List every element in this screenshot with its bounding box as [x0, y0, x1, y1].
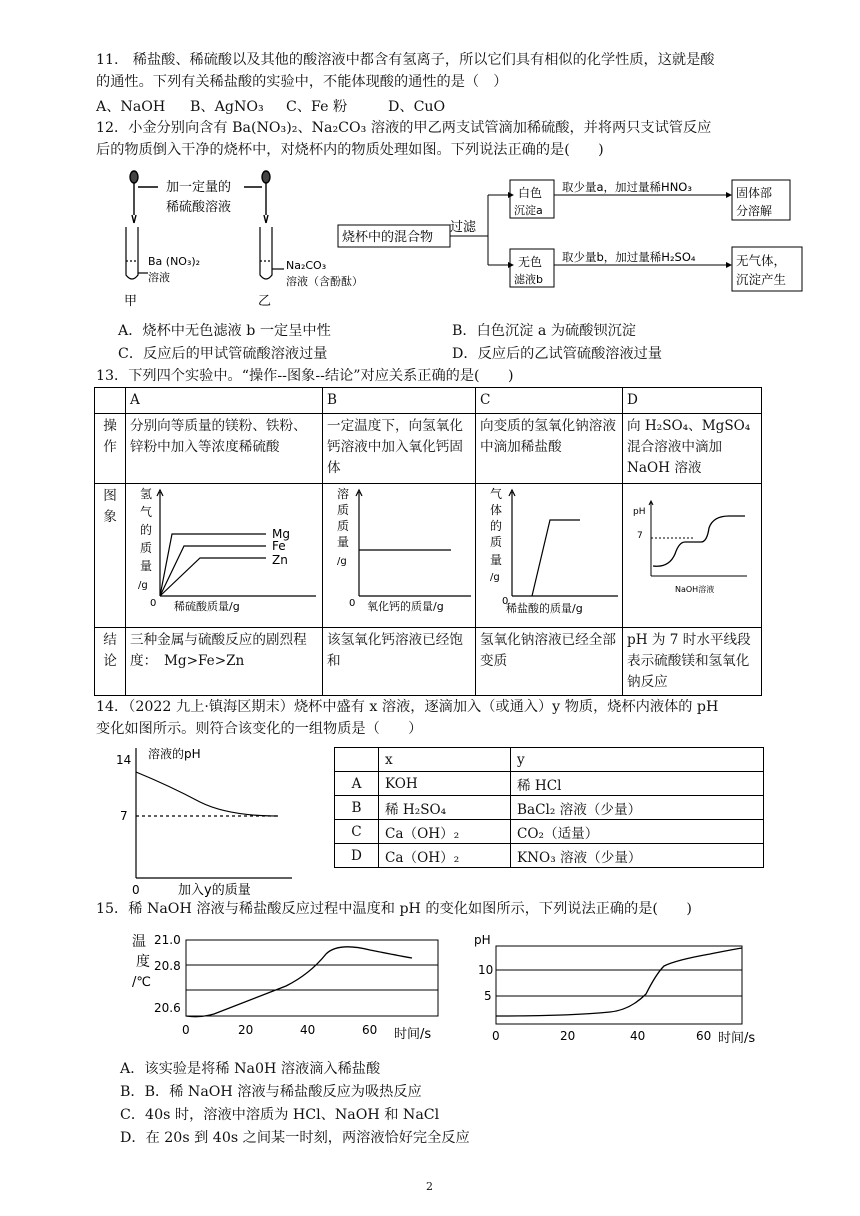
svg-text:0: 0 — [502, 596, 509, 607]
svg-text:pH: pH — [633, 507, 646, 517]
svg-text:气: 气 — [490, 487, 503, 501]
svg-text:加入y的质量: 加入y的质量 — [178, 883, 251, 897]
svg-text:量: 量 — [337, 535, 350, 549]
q13-col-d: D — [623, 388, 762, 414]
svg-text:10: 10 — [478, 963, 494, 977]
table-row: B 稀 H₂SO₄ BaCl₂ 溶液（少量） — [335, 796, 764, 820]
svg-text:稀硫酸质量/g: 稀硫酸质量/g — [174, 600, 240, 613]
q15-option-b: B．B．稀 NaOH 溶液与稀盐酸反应为吸热反应 — [120, 1084, 422, 1100]
svg-text:40: 40 — [630, 1029, 646, 1043]
q11-option-a: A、NaOH — [96, 99, 166, 115]
q13-op-d: 向 H₂SO₄、MgSO₄ 混合溶液中滴加 NaOH 溶液 — [623, 414, 762, 484]
q15-option-c: C．40s 时，溶液中溶质为 HCl、NaOH 和 NaCl — [120, 1107, 440, 1123]
q14-graph-title: 溶液的pH — [148, 747, 201, 761]
svg-text:5: 5 — [484, 989, 492, 1003]
q13-graph-b — [323, 484, 475, 620]
svg-text:/g: /g — [490, 572, 500, 583]
svg-text:Zn: Zn — [272, 553, 288, 567]
svg-text:60: 60 — [696, 1029, 712, 1043]
q15-stem: 15．稀 NaOH 溶液与稀盐酸反应过程中温度和 pH 的变化如图所示，下列说法正确的是( ) — [96, 901, 692, 917]
tube-b-label-2: 溶液（含酚酞） — [286, 275, 363, 288]
tube-b-name: 乙 — [258, 294, 272, 309]
svg-text:的: 的 — [140, 523, 153, 537]
svg-text:的: 的 — [490, 519, 503, 533]
svg-text:/g: /g — [138, 580, 148, 591]
svg-text:Mg: Mg — [272, 527, 290, 541]
svg-text:稀盐酸的质量/g: 稀盐酸的质量/g — [506, 602, 583, 615]
q13-col-b: B — [323, 388, 476, 414]
add-label-1: 加一定量的 — [166, 180, 232, 195]
svg-text:0: 0 — [349, 598, 356, 609]
q13-op-a: 分别向等质量的镁粉、铁粉、锌粉中加入等浓度稀硫酸 — [126, 414, 323, 484]
svg-text:20: 20 — [560, 1029, 576, 1043]
svg-text:/℃: /℃ — [132, 975, 151, 990]
q13-col-c: C — [476, 388, 623, 414]
q13-concl-c: 氢氧化钠溶液已经全部变质 — [476, 628, 623, 696]
q13-op-b: 一定温度下，向氢氧化钙溶液中加入氧化钙固体 — [323, 414, 476, 484]
svg-text:7: 7 — [637, 531, 643, 541]
svg-text:Fe: Fe — [272, 539, 286, 553]
filt-label-1: 无色 — [518, 255, 543, 269]
q12-stem-line2: 后的物质倒入干净的烧杯中，对烧杯内的物质处理如图。下列说法正确的是( ) — [96, 142, 604, 158]
svg-text:pH: pH — [474, 933, 491, 947]
svg-text:温: 温 — [132, 934, 146, 950]
q15-ph-chart — [470, 930, 770, 1044]
q13-graph-c — [476, 484, 622, 620]
q13-row-label-graph: 图象 — [95, 484, 126, 628]
q13-stem: 13．下列四个实验中。“操作--图象--结论”对应关系正确的是( ) — [96, 368, 514, 384]
q13-table — [94, 387, 762, 696]
svg-text:0: 0 — [492, 1029, 500, 1043]
q14-ph-graph — [110, 742, 300, 897]
svg-text:质: 质 — [337, 519, 350, 533]
svg-text:度: 度 — [136, 954, 150, 970]
table-row: C Ca（OH）₂ CO₂（适量） — [335, 820, 764, 844]
q13-row-label-concl: 结论 — [95, 628, 126, 696]
q12-option-c: C．反应后的甲试管硫酸溶液过量 — [118, 346, 328, 362]
q15-option-d: D．在 20s 到 40s 之间某一时刻，两溶液恰好完全反应 — [120, 1130, 470, 1146]
step-b-label: 取少量b，加过量稀H₂SO₄ — [562, 250, 696, 264]
svg-text:体: 体 — [490, 503, 503, 517]
svg-text:气: 气 — [140, 505, 153, 519]
svg-text:14: 14 — [116, 753, 132, 767]
q13-concl-a: 三种金属与硫酸反应的剧烈程度： Mg>Fe>Zn — [126, 628, 323, 696]
svg-text:氢: 氢 — [140, 487, 153, 501]
tube-a-name: 甲 — [124, 294, 138, 309]
q14-stem-line1: 14．（2022 九上·镇海区期末）烧杯中盛有 x 溶液，逐滴加入（或通入）y 物质，烧杯内液体的 pH — [96, 699, 719, 715]
q14-table: x y A KOH 稀 HCl B 稀 H₂SO₄ BaCl₂ 溶液（少量） C Ca（OH）₂ CO₂（适量） D Ca（OH）₂ KNO₃ 溶液（少量） — [334, 747, 764, 868]
svg-text:/g: /g — [337, 556, 347, 567]
q12-stem-line1: 12．小金分别向含有 Ba(NO₃)₂、Na₂CO₃ 溶液的甲乙两支试管滴加稀硫酸，并将两只支试管反应 — [96, 120, 712, 136]
q13-graph-d — [623, 484, 761, 620]
svg-text:质: 质 — [337, 503, 350, 517]
ppt-label-1: 白色 — [518, 186, 543, 200]
q11-option-d: D、CuO — [388, 99, 446, 115]
table-row: A KOH 稀 HCl — [335, 772, 764, 796]
q13-op-c: 向变质的氢氧化钠溶液中滴加稀盐酸 — [476, 414, 623, 484]
q13-row-label-op: 操作 — [95, 414, 126, 484]
q11-stem-line1: 11. 稀盐酸、稀硫酸以及其他的酸溶液中都含有氢离子，所以它们具有相似的化学性质，这就是酸 — [96, 52, 715, 68]
q14-stem-line2: 变化如图所示。则符合该变化的一组物质是（ ） — [96, 721, 423, 737]
q13-graph-a — [126, 484, 322, 620]
svg-text:21.0: 21.0 — [154, 933, 181, 947]
q12-option-a: A．烧杯中无色滤液 b 一定呈中性 — [118, 323, 331, 339]
ppt-label-2: 沉淀a — [514, 204, 543, 217]
tube-a-label-1: Ba (NO₃)₂ — [148, 255, 201, 268]
step-a-label: 取少量a，加过量稀HNO₃ — [562, 180, 692, 194]
q13-col-a: A — [126, 388, 323, 414]
tube-b-label-1: Na₂CO₃ — [286, 259, 327, 272]
svg-text:质: 质 — [490, 535, 503, 549]
svg-text:20.8: 20.8 — [154, 959, 181, 973]
svg-text:NaOH溶液: NaOH溶液 — [675, 585, 715, 594]
dropper-icon — [130, 171, 270, 223]
svg-text:溶: 溶 — [337, 487, 350, 501]
tube-a-label-2: 溶液 — [148, 271, 170, 284]
svg-text:时间/s: 时间/s — [718, 1031, 756, 1044]
filter-label: 过滤 — [450, 220, 477, 235]
table-row: D Ca（OH）₂ KNO₃ 溶液（少量） — [335, 844, 764, 868]
q12-diagram — [96, 165, 816, 315]
beaker-label: 烧杯中的混合物 — [342, 230, 434, 245]
result-a-1: 固体部 — [736, 186, 773, 200]
q15-temp-chart — [130, 930, 460, 1044]
svg-text:0: 0 — [132, 883, 140, 897]
svg-text:20: 20 — [238, 1023, 254, 1037]
q12-option-b: B．白色沉淀 a 为硫酸钡沉淀 — [452, 323, 636, 339]
q11-option-c: C、Fe 粉 — [286, 99, 348, 115]
add-label-2: 稀硫酸溶液 — [166, 200, 232, 215]
svg-text:20.6: 20.6 — [154, 1001, 181, 1015]
svg-text:40: 40 — [300, 1023, 316, 1037]
q15-option-a: A．该实验是将稀 Na0H 溶液滴入稀盐酸 — [120, 1061, 381, 1077]
svg-text:氧化钙的质量/g: 氧化钙的质量/g — [367, 600, 444, 613]
svg-text:60: 60 — [362, 1023, 378, 1037]
q13-concl-b: 该氢氧化钙溶液已经饱和 — [323, 628, 476, 696]
svg-text:时间/s: 时间/s — [394, 1027, 432, 1042]
svg-text:0: 0 — [182, 1023, 190, 1037]
svg-text:量: 量 — [490, 553, 503, 567]
svg-text:0: 0 — [150, 598, 157, 609]
q12-option-d: D．反应后的乙试管硫酸溶液过量 — [452, 346, 663, 362]
q11-stem-line2: 的通性。下列有关稀盐酸的实验中，不能体现酸的通性的是（ ） — [96, 74, 508, 90]
page-number: 2 — [426, 1180, 433, 1193]
q13-concl-d: pH 为 7 时水平线段表示硫酸镁和氢氧化钠反应 — [623, 628, 762, 696]
svg-text:质: 质 — [140, 541, 153, 555]
q11-option-b: B、AgNO₃ — [190, 99, 264, 115]
result-a-2: 分溶解 — [736, 204, 773, 218]
svg-text:量: 量 — [140, 559, 153, 573]
result-b-2: 沉淀产生 — [736, 272, 787, 287]
result-b-1: 无气体， — [736, 253, 787, 268]
svg-text:7: 7 — [120, 809, 128, 823]
filt-label-2: 滤液b — [514, 273, 543, 286]
